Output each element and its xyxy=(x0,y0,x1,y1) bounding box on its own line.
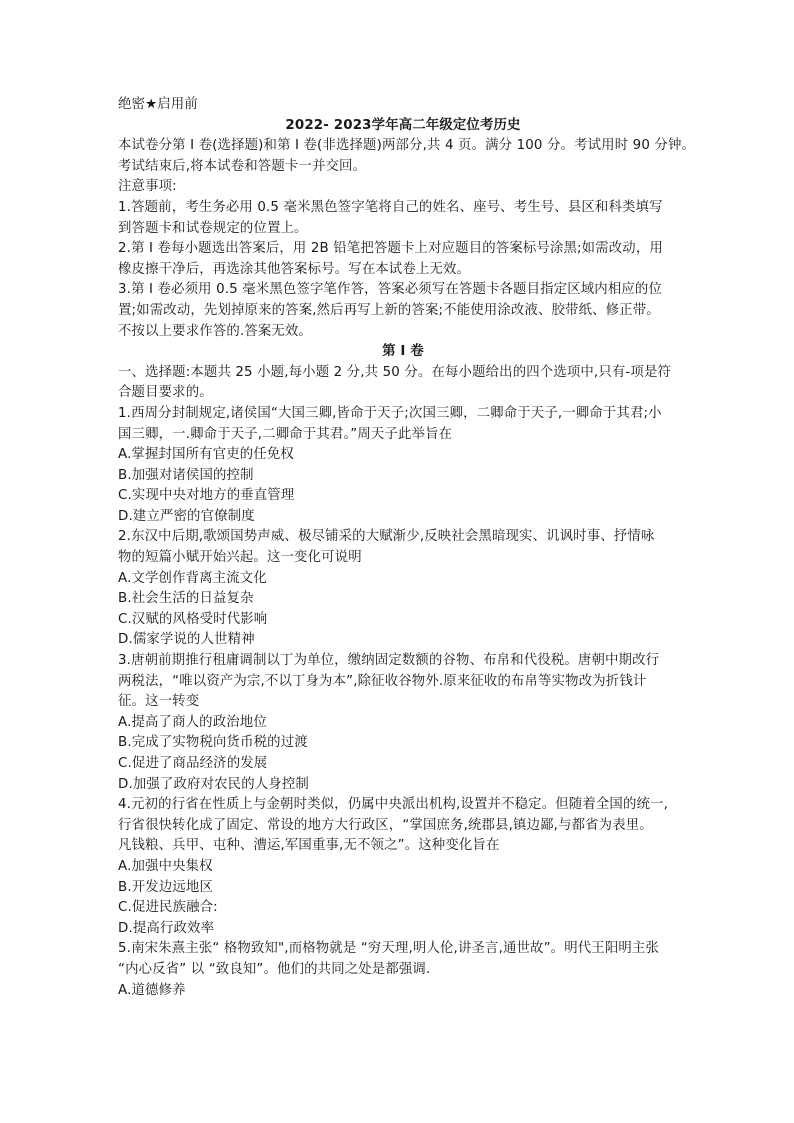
note-line: 2.第 I 卷每小题选出答案后，用 2B 铅笔把答题卡上对应题目的答案标号涂黑;如需改动，用 xyxy=(118,241,663,257)
notes-heading: 注意事项: xyxy=(118,179,177,195)
question-stem: 5.南宋朱熹主张“ 格物致知",而格物就是 “穷天理,明人伦,讲圣言,通世故”。明代王阳明主张 xyxy=(118,941,660,957)
intro-line: 考试结束后,将本试卷和答题卡一并交回。 xyxy=(118,158,367,174)
question-3 xyxy=(118,651,688,795)
question-stem: 征。这一转变 xyxy=(118,694,200,710)
question-stem: 3.唐朝前期推行租庸调制以丁为单位，缴纳固定数额的谷物、布帛和代役税。唐朝中期改行 xyxy=(118,653,660,669)
option-b: B.加强对诸侯国的控制 xyxy=(118,467,254,483)
note-line: 橡皮擦干净后，再选涂其他答案标号。写在本试卷上无效。 xyxy=(118,261,471,277)
section-title: 第 I 卷 xyxy=(382,344,424,360)
question-stem: 行省很快转化成了固定、常设的地方大行政区，“掌国庶务,统郡县,镇边鄙,与都省为表里。 xyxy=(118,817,653,833)
option-c: C.汉赋的风格受时代影响 xyxy=(118,611,268,627)
exam-title: 2022- 2023学年高二年级定位考历史 xyxy=(285,117,521,133)
note-line: 3.第 I 卷必须用 0.5 毫米黑色签字笔作答，答案必须写在答题卡各题目指定区域内相应的位 xyxy=(118,282,663,298)
question-1 xyxy=(118,404,688,528)
option-c: C.实现中央对地方的垂直管理 xyxy=(118,488,295,504)
option-a: A.道德修养 xyxy=(118,982,186,998)
question-5 xyxy=(118,939,688,1001)
option-b: B.完成了实物税向货币税的过渡 xyxy=(118,735,308,751)
question-stem: 两税法，“唯以资产为宗,不以丁身为本”,除征收谷物外.原来征收的布帛等实物改为折钱计 xyxy=(118,673,647,689)
confidential-mark: 绝密★启用前 xyxy=(118,97,198,112)
question-stem: 国三卿，一.卿命于天子,二卿命于其君。”周天子此举旨在 xyxy=(118,426,453,442)
question-2 xyxy=(118,527,688,651)
question-4 xyxy=(118,795,688,939)
option-d: D.建立严密的官僚制度 xyxy=(118,508,255,524)
option-c: C.促进民族融合: xyxy=(118,900,218,916)
section-instruction: 合题目要求的。 xyxy=(118,385,213,401)
option-a: A.提高了商人的政治地位 xyxy=(118,714,267,730)
option-a: A.文学创作背离主流文化 xyxy=(118,570,267,586)
question-stem: 1.西周分封制规定,诸侯国“大国三卿,皆命于天子;次国三卿，二卿命于天子,一卿命于其君;小 xyxy=(118,405,662,421)
intro-line: 本试卷分第 I 卷(选择题)和第 I 卷(非选择题)两部分,共 4 页。满分 100 分。考试用时 90 分钟。 xyxy=(118,138,696,154)
option-d: D.加强了政府对农民的人身控制 xyxy=(118,776,309,792)
option-d: D.儒家学说的人世精神 xyxy=(118,632,255,648)
option-c: C.促进了商品经济的发展 xyxy=(118,756,268,771)
option-a: A.掌握封国所有官吏的任免权 xyxy=(118,447,294,463)
note-line: 置;如需改动，先划掉原来的答案,然后再写上新的答案;不能使用涂改液、胶带纸、修正带。 xyxy=(118,302,660,318)
note-line: 1.答题前，考生务必用 0.5 毫米黑色签字笔将自己的姓名、座号、考生号、县区和科类填写 xyxy=(118,199,663,215)
note-line: 到答题卡和试卷规定的位置上。 xyxy=(118,220,308,236)
question-stem: 物的短篇小赋开始兴起。这一变化可说明 xyxy=(118,550,362,566)
section-instruction: 一、选择题:本题共 25 小题,每小题 2 分,共 50 分。在每小题给出的四个选项中,只有-项是符 xyxy=(118,364,672,380)
option-a: A.加强中央集权 xyxy=(118,858,213,874)
option-b: B.开发边远地区 xyxy=(118,879,213,895)
question-stem: “内心反省” 以 “致良知”。他们的共同之处是都强调. xyxy=(118,961,431,977)
question-stem: 凡钱粮、兵甲、屯种、漕运,军国重事,无不领之”。这种变化旨在 xyxy=(118,838,500,854)
option-b: B.社会生活的日益复杂 xyxy=(118,591,254,607)
exam-page xyxy=(118,95,696,1001)
question-stem: 2.东汉中后期,歌颂国势声威、极尽铺采的大赋渐少,反映社会黑暗现实、讥讽时事、抒情咏 xyxy=(118,529,655,545)
note-line: 不按以上要求作答的.答案无效。 xyxy=(118,323,312,339)
question-stem: 4.元初的行省在性质上与金朝时类似，仍属中央派出机构,设置并不稳定。但随着全国的统一, xyxy=(118,797,668,813)
option-d: D.提高行政效率 xyxy=(118,920,215,936)
